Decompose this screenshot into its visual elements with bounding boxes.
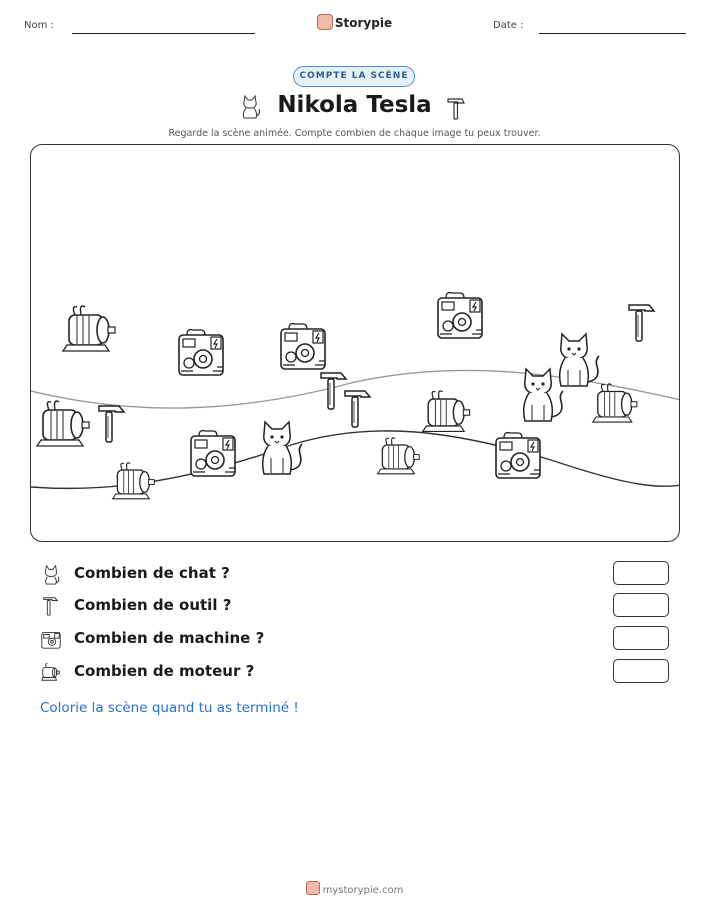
scene-cat-2 <box>560 334 599 386</box>
scene-cat-1 <box>263 422 302 474</box>
scene-motor-2 <box>37 401 89 446</box>
footer-url[interactable]: mystorypie.com <box>322 885 404 896</box>
answer-box-motor[interactable] <box>613 659 669 683</box>
answer-box-machine[interactable] <box>613 626 669 650</box>
scene-machine-3 <box>438 293 482 338</box>
scene-motor-3 <box>423 391 470 432</box>
instructions: Regarde la scène animée. Compte combien de chaque image tu peux trouver. <box>168 128 541 139</box>
scene-machine-4 <box>191 431 235 476</box>
coloring-instruction: Colorie la scène quand tu as terminé ! <box>40 700 299 716</box>
scene-illustration <box>31 145 680 542</box>
scene-motor-4 <box>113 463 155 499</box>
name-line[interactable] <box>72 33 255 34</box>
activity-badge: COMPTE LA SCÈNE <box>293 66 415 87</box>
question-machine <box>40 626 670 650</box>
coloring-scene[interactable] <box>30 144 680 542</box>
title-hammer-icon <box>445 94 467 122</box>
question-text: Combien de outil ? <box>74 596 232 614</box>
motor-icon <box>40 661 62 683</box>
machine-icon <box>40 628 62 650</box>
date-label: Date : <box>493 20 524 31</box>
answer-box-cat[interactable] <box>613 561 669 585</box>
footer <box>0 881 709 896</box>
answer-box-tool[interactable] <box>613 593 669 617</box>
storypie-logo-icon <box>306 881 320 895</box>
scene-machine-5 <box>496 433 540 478</box>
scene-hammer-4 <box>629 305 654 341</box>
storypie-logo-icon <box>317 14 333 30</box>
scene-motor-1 <box>63 306 115 351</box>
scene-hammer-2 <box>321 373 346 409</box>
scene-hammer-1 <box>99 406 124 442</box>
question-text: Combien de chat ? <box>74 564 230 582</box>
scene-machine-1 <box>179 330 223 375</box>
scene-machine-2 <box>281 324 325 369</box>
scene-motor-5 <box>378 438 420 474</box>
cat-icon <box>40 563 62 585</box>
question-cat <box>40 561 670 585</box>
scene-hammer-3 <box>345 391 370 427</box>
date-line[interactable] <box>539 33 686 34</box>
name-label: Nom : <box>24 20 54 31</box>
question-tool <box>40 593 670 617</box>
question-text: Combien de moteur ? <box>74 662 255 680</box>
page-title: Nikola Tesla <box>277 92 432 118</box>
question-motor <box>40 659 670 683</box>
hammer-icon <box>40 595 62 617</box>
question-text: Combien de machine ? <box>74 629 265 647</box>
brand-logo: Storypie <box>0 14 709 30</box>
